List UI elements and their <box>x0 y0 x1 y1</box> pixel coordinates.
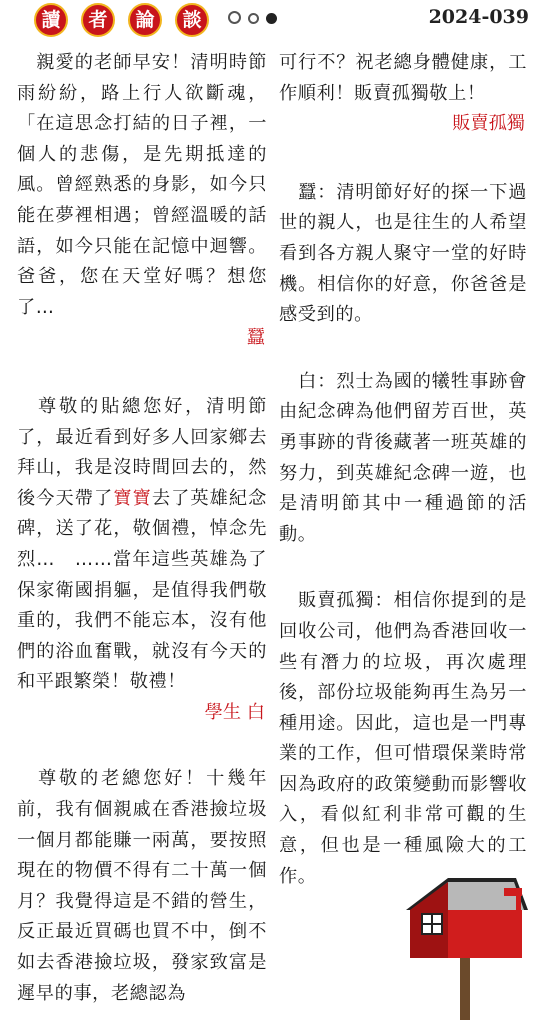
reply-3-text: ：相信你提到的是回收公司，他們為香港回收一些有潛力的垃圾，再次處理後，部份垃圾能夠再生為另一種用途。因此，這也是一門專業的工作，但可惜環保業時常因為政府的政策變動而影響收入，看似紅利非常可觀的生意，但也是一種風險大的工作。 <box>279 590 527 887</box>
letter-2-signature: 學生 白 <box>204 701 265 723</box>
hollow-dot-icon <box>228 11 241 24</box>
title-badge-1: 讀 <box>34 3 68 37</box>
letter-2-part-2: 去了英雄紀念碑，送了花，敬個禮，悼念先烈… ……當年這些英雄為了保家衛國捐軀，是值得我們敬重的，我們不能忘本，沒有他們的浴血奮戰，就沒有今天的和平跟繁榮！敬禮！ <box>17 487 267 693</box>
title-badge-3: 論 <box>128 3 162 37</box>
reply-2-text: ：烈士為國的犧牲事跡會由紀念碑為他們留芳百世，英勇事跡的背後藏著一班英雄的努力，到英雄紀念碑一遊，也是清明節其中一種過節的活動。 <box>279 370 527 545</box>
letter-3-end-text: 可行不？祝老總身體健康，工作順利！販賣孤獨敬上！ <box>279 52 527 104</box>
issue-number: 2024-039 <box>428 6 529 28</box>
title-badge-2: 者 <box>81 3 115 37</box>
hollow-dot-icon <box>248 13 259 24</box>
letter-1-signature: 蠶 <box>246 327 265 349</box>
left-column <box>17 48 267 1009</box>
letter-2-highlight: 寶寶 <box>113 487 152 509</box>
column-header <box>0 0 545 38</box>
letter-2-part-1: 尊敬的貼總您好，清明節了，最近看到好多人回家鄉去拜山，我是沒時間回去的，然後今天帶了 <box>17 395 267 509</box>
filled-dot-icon <box>266 13 277 24</box>
reply-1-text: ：清明節好好的探一下過世的親人，也是往生的人希望看到各方親人聚守一堂的好時機。相信你的好意，你爸爸是感受到的。 <box>279 181 527 326</box>
title-badge-4: 談 <box>175 3 209 37</box>
reply-3 <box>279 586 527 892</box>
letter-1-text: 親愛的老師早安！清明時節雨紛紛，路上行人欲斷魂，「在這思念打結的日子裡，一個人的悲傷，是先期抵達的風。曾經熟悉的身影，如今只能在夢裡相遇；曾經溫暖的話語，如今只能在記憶中迴響。爸爸，您在天堂好嗎？想您了… <box>17 52 267 318</box>
letter-3-text: 尊敬的老總您好！十幾年前，我有個親戚在香港撿垃圾一個月都能賺一兩萬，要按照現在的物價不得有二十萬一個月？我覺得這是不錯的營生，反正最近買碼也買不中，倒不如去香港撿垃圾，發家致富是遲早的事，老總認為 <box>17 768 267 1004</box>
mailbox-icon <box>398 870 534 1020</box>
reply-1-name: 蠶 <box>298 181 318 203</box>
letter-3-signature: 販賣孤獨 <box>452 113 525 135</box>
reply-2-name: 白 <box>298 370 318 392</box>
right-column <box>279 48 527 892</box>
letter-2-text <box>17 392 267 698</box>
reply-3-name: 販賣孤獨 <box>298 590 375 612</box>
reply-1 <box>279 178 527 331</box>
reply-2 <box>279 367 527 551</box>
